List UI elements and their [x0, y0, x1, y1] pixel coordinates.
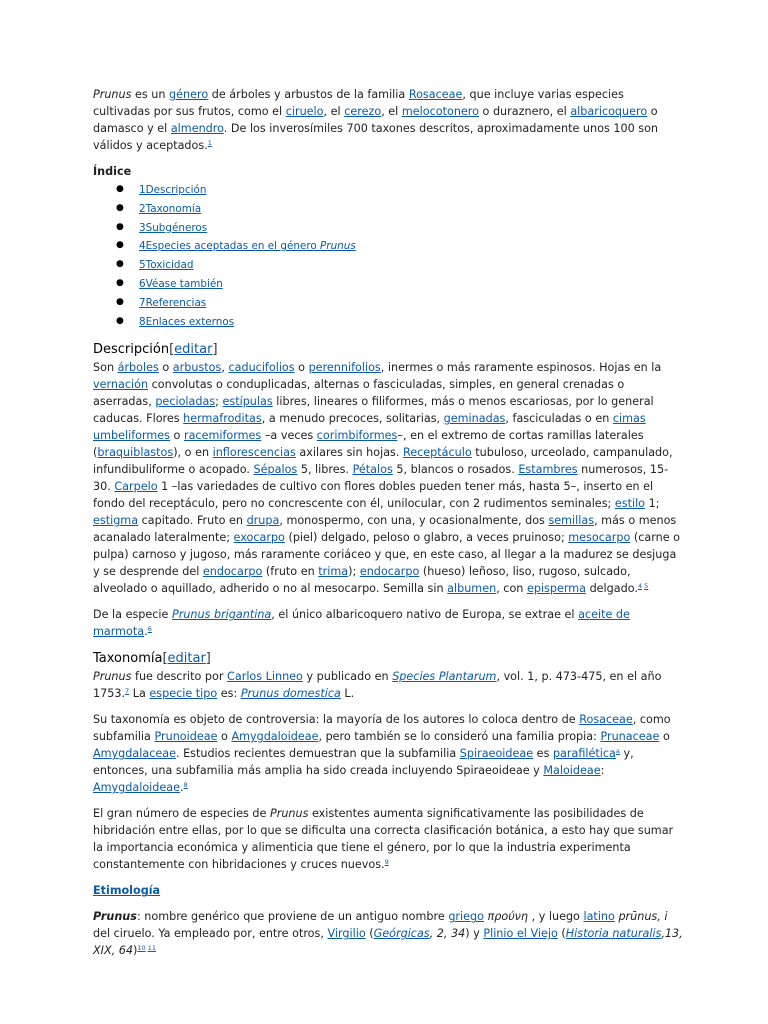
toc-item[interactable]	[93, 237, 683, 256]
link[interactable]: aceite de marmota	[93, 608, 630, 639]
link[interactable]: Prunus domestica	[240, 687, 341, 701]
link[interactable]: estigma	[93, 514, 139, 528]
link[interactable]: inflorescencias	[212, 446, 296, 460]
toc-item[interactable]	[93, 181, 683, 200]
link[interactable]: Virgilio	[327, 927, 366, 941]
text: Prunus	[93, 670, 132, 684]
text: ,	[221, 361, 229, 375]
text: , el	[381, 105, 402, 118]
text: axilares sin hojas.	[295, 446, 403, 460]
link[interactable]: vernación	[93, 378, 149, 392]
heading-text: Taxonomía	[93, 651, 163, 667]
link[interactable]: estípulas	[222, 395, 273, 409]
toc-label: Enlaces externos	[145, 315, 235, 328]
text: , como subfamilia	[93, 713, 671, 744]
text: –, en el extremo de cortas ramillas laterales (	[93, 429, 644, 460]
reference-sup[interactable]	[148, 625, 152, 633]
link[interactable]: Carpelo	[114, 480, 158, 494]
link[interactable]: latino	[583, 910, 615, 924]
text: ) y	[465, 927, 484, 941]
article-content	[93, 86, 683, 968]
intro-paragraph	[93, 86, 683, 154]
text: ), o en	[173, 446, 213, 460]
descripcion-paragraph	[93, 359, 683, 597]
link-genero[interactable]: género	[169, 88, 209, 101]
text: . De los inverosímiles 700 taxones descritos, aproximadamente unos 100 son válidos y aceptados.	[93, 122, 659, 152]
toc-label: Véase también	[145, 277, 223, 290]
link[interactable]: trima	[318, 565, 349, 579]
edit-link[interactable]: editar	[174, 342, 213, 358]
link[interactable]: arbustos	[172, 361, 222, 375]
text: 1 –las variedades de cultivo con flores dobles pueden tener más, hasta 5–, inserto en el fondo del receptáculo, pero no concrescente con él, unilocular, con 2 rudimentos seminales;	[93, 480, 654, 511]
text: , a menudo precoces, solitarias,	[261, 412, 444, 426]
link[interactable]: geminadas	[443, 412, 506, 426]
toc-link-especies[interactable]	[139, 240, 356, 252]
reference-link[interactable]: 11	[147, 944, 156, 953]
text: (fruto en	[262, 565, 319, 579]
text: o	[659, 730, 670, 744]
text: de árboles y arbustos de la familia	[208, 88, 409, 101]
toc-num: 6	[139, 277, 146, 290]
toc-label: Subgéneros	[145, 221, 208, 234]
toc-item[interactable]	[93, 200, 683, 219]
text: :	[600, 764, 605, 778]
link[interactable]: Amygdaloideae	[231, 730, 319, 744]
brigantina-paragraph	[93, 606, 683, 640]
reference-link[interactable]: 4	[637, 582, 643, 591]
toc-item[interactable]	[93, 256, 683, 275]
text: , vol. 1, p. 473-475, en el año 1753.	[93, 670, 662, 701]
link[interactable]: Receptáculo	[403, 446, 472, 460]
link[interactable]: Estambres	[518, 463, 578, 477]
reference-sup[interactable]	[137, 944, 156, 952]
text: o	[158, 361, 173, 375]
text: L.	[340, 687, 355, 701]
text: ,13, XIX, 64	[93, 927, 683, 958]
heading-text: Descripción	[93, 342, 170, 358]
link[interactable]: Prunoideae	[154, 730, 218, 744]
bullet-icon: ●	[116, 277, 124, 288]
text: , pero también se lo consideró una familia propia:	[318, 730, 601, 744]
text: , fasciculadas o en	[505, 412, 613, 426]
text: fue descrito por	[131, 670, 228, 684]
bracket: [	[169, 342, 175, 358]
text: (	[557, 927, 566, 941]
link[interactable]: Species Plantarum	[392, 670, 497, 684]
text: , con	[496, 582, 527, 596]
reference-link[interactable]: 9	[384, 858, 389, 867]
link[interactable]: episperma	[526, 582, 587, 596]
link[interactable]: racemiformes	[183, 429, 262, 443]
toc-label: Taxonomía	[145, 202, 202, 215]
link[interactable]: Sépalos	[253, 463, 298, 477]
link[interactable]: perennifolios	[308, 361, 381, 375]
toc-item[interactable]	[93, 313, 683, 332]
text: o	[170, 429, 184, 443]
bullet-icon: ●	[116, 240, 124, 251]
text: , 2, 34	[429, 927, 466, 941]
link[interactable]: hermafroditas	[183, 412, 262, 426]
link[interactable]: Carlos Linneo	[227, 670, 303, 684]
etimologia-heading[interactable]	[93, 882, 683, 899]
link[interactable]: Prunus brigantina	[171, 608, 272, 622]
reference-link[interactable]: 1	[207, 139, 212, 147]
text: o	[294, 361, 309, 375]
reference-link[interactable]: 8	[183, 781, 188, 790]
text: , monospermo, con una, y ocasionalmente, dos	[279, 514, 549, 528]
text: es	[533, 747, 553, 761]
toc-title: Índice	[93, 165, 132, 178]
text: La	[129, 687, 150, 701]
toc-label: Toxicidad	[145, 259, 194, 272]
toc-label: Referencias	[145, 296, 207, 309]
text: (	[365, 927, 374, 941]
text: numerosos, 15-30.	[93, 463, 669, 494]
link-rosaceae[interactable]: Rosaceae	[408, 88, 463, 101]
link[interactable]: Prunaceae	[600, 730, 660, 744]
text: προύνη	[487, 910, 529, 924]
link[interactable]: Amygdaloideae	[93, 781, 181, 795]
link-cerezo[interactable]: cerezo	[344, 105, 382, 118]
toc-link-taxonomia[interactable]	[139, 203, 201, 215]
text: Prunus	[269, 807, 309, 821]
reference-sup[interactable]	[385, 858, 389, 866]
text: prūnus, i	[618, 910, 668, 924]
toc-label: Descripción	[145, 184, 207, 196]
link[interactable]: drupa	[246, 514, 280, 528]
text: (carne o pulpa) carnoso y jugoso, más raramente coriáceo y que, en este caso, al llegar a la madurez se desjuga y se desprende del	[93, 531, 681, 579]
table-of-contents	[93, 181, 683, 331]
text: : nombre genérico que proviene de un antiguo nombre	[136, 910, 449, 924]
link[interactable]: Historia naturalis	[565, 927, 662, 941]
bracket: [	[162, 651, 168, 667]
toc-num: 8	[139, 315, 146, 328]
text: o duraznero, el	[479, 105, 571, 118]
link[interactable]: corimbiformes	[316, 429, 398, 443]
text: y, entonces, una subfamilia más amplia ha sido creada incluyendo Spiraeoideae y	[93, 747, 634, 778]
text: ;	[215, 395, 223, 409]
text: o	[217, 730, 232, 744]
text: Son	[93, 361, 118, 375]
toc-num: 3	[139, 221, 146, 234]
text: . Estudios recientes demuestran que la subfamilia	[175, 747, 460, 761]
section-heading-taxonomia	[93, 649, 683, 668]
link[interactable]: pecioladas	[155, 395, 216, 409]
toc-link-referencias[interactable]	[139, 297, 206, 309]
link[interactable]: parafilética	[552, 747, 616, 761]
bracket: ]	[205, 651, 211, 667]
etimologia-paragraph	[93, 908, 683, 959]
link[interactable]: árboles	[117, 361, 159, 375]
text: o damasco y el	[93, 105, 658, 135]
toc-item[interactable]	[93, 275, 683, 294]
text: .	[180, 781, 184, 795]
text: capitado. Fruto en	[138, 514, 247, 528]
reference-link[interactable]: 6	[147, 625, 152, 634]
text: 5, libres.	[297, 463, 353, 477]
link[interactable]: exocarpo	[233, 531, 285, 545]
link[interactable]: Plinio el Viejo	[483, 927, 558, 941]
link[interactable]: mesocarpo	[568, 531, 631, 545]
text: 5, blancos o rosados.	[392, 463, 519, 477]
toc-label-italic: Prunus	[320, 240, 356, 253]
text: Prunus	[93, 910, 137, 924]
link[interactable]: Rosaceae	[579, 713, 633, 727]
bullet-icon: ●	[116, 202, 124, 213]
toc-num: 2	[139, 202, 146, 215]
text: )	[132, 944, 138, 958]
toc-link-vease[interactable]	[139, 278, 223, 290]
text: .	[144, 625, 148, 639]
link[interactable]: estilo	[614, 497, 646, 511]
text: del ciruelo. Ya empleado por, entre otros,	[93, 927, 328, 941]
text: libres, lineares o filiformes, más o menos escariosas, por lo general caducas. Flores	[93, 395, 654, 426]
link[interactable]: cimas	[612, 412, 646, 426]
link[interactable]: umbeliformes	[93, 429, 170, 443]
link[interactable]: semillas	[548, 514, 595, 528]
toc-link-subgeneros[interactable]	[139, 222, 207, 234]
text: convolutas o conduplicadas, alternas o fasciculadas, simples, en general crenadas o aserradas,	[93, 378, 625, 409]
text: –a veces	[261, 429, 317, 443]
toc-item[interactable]	[93, 219, 683, 238]
link[interactable]: endocarpo	[202, 565, 263, 579]
etimologia-link[interactable]: Etimología	[93, 884, 161, 898]
taxonomia-paragraph-1	[93, 668, 683, 702]
text: , el	[323, 105, 345, 118]
reference-sup[interactable]	[208, 139, 212, 147]
text: Su taxonomía es objeto de controversia: la mayoría de los autores lo coloca dentro de	[93, 713, 580, 727]
link-melocotonero[interactable]: melocotonero	[401, 105, 479, 118]
link[interactable]: griego	[448, 910, 484, 924]
text: , el único albaricoquero nativo de Europa, se extrae el	[271, 608, 579, 622]
bullet-icon: ●	[116, 259, 124, 270]
text: (piel) delgado, peloso o glabro, a veces pruinoso;	[284, 531, 569, 545]
text: es:	[217, 687, 241, 701]
bullet-icon: ●	[116, 221, 124, 232]
toc-link-toxicidad[interactable]	[139, 259, 193, 271]
text: , inermes o más raramente espinosos. Hojas en la	[380, 361, 662, 375]
toc-link-descripcion[interactable]	[139, 184, 206, 196]
link-albaricoquero[interactable]: albaricoquero	[570, 105, 648, 118]
link[interactable]: Pétalos	[352, 463, 393, 477]
link[interactable]: Amygdalaceae	[93, 747, 176, 761]
link[interactable]: albumen	[447, 582, 497, 596]
text: es un	[131, 88, 170, 101]
link[interactable]: Spiraeoideae	[459, 747, 534, 761]
reference-sup[interactable]	[638, 582, 648, 590]
genus-name: Prunus	[93, 88, 132, 101]
text: , que incluye varias especies cultivadas por sus frutos, como el	[93, 88, 624, 118]
bullet-icon: ●	[116, 315, 124, 326]
reference-link[interactable]: a	[615, 747, 620, 756]
toc-num: 5	[139, 259, 146, 272]
link[interactable]: endocarpo	[359, 565, 420, 579]
reference-sup[interactable]	[184, 781, 188, 789]
text: existentes aumenta significativamente las posibilidades de hibridación entre ellas, por lo que se dificulta una correcta clasificación botánica, a esto hay que sumar la importancia económica y alimenticia que tiene el género, por lo que la industria experimenta constantemente con hibridaciones y cruces nuevos.	[93, 807, 674, 872]
text: De la especie	[93, 608, 172, 622]
toc-link-enlaces[interactable]	[139, 316, 234, 328]
link[interactable]: Geórgicas	[373, 927, 430, 941]
text: El gran número de especies de	[93, 807, 270, 821]
toc-num: 4	[139, 240, 146, 253]
link[interactable]: Maloideae	[543, 764, 601, 778]
text: );	[348, 565, 360, 579]
toc-num: 1	[139, 184, 146, 196]
taxonomia-paragraph-3	[93, 805, 683, 873]
toc-num: 7	[139, 296, 146, 309]
bullet-icon: ●	[116, 296, 124, 307]
bracket: ]	[212, 342, 218, 358]
text: 1;	[645, 497, 660, 511]
toc-label: Especies aceptadas en el género	[145, 240, 321, 253]
toc-item[interactable]	[93, 294, 683, 313]
text: y publicado en	[302, 670, 393, 684]
link-almendro[interactable]: almendro	[170, 122, 224, 135]
section-heading-descripcion	[93, 340, 683, 359]
text: , y luego	[528, 910, 584, 924]
edit-link[interactable]: editar	[167, 651, 206, 667]
link[interactable]: especie tipo	[149, 687, 218, 701]
text: , más o menos acanalado lateralmente;	[93, 514, 677, 545]
text: delgado.	[586, 582, 638, 596]
text: tubuloso, urceolado, campanulado, infundibuliforme o acopado.	[93, 446, 673, 477]
reference-link[interactable]: 10	[137, 944, 146, 953]
link[interactable]: braquiblastos	[97, 446, 174, 460]
link[interactable]: caducifolios	[228, 361, 295, 375]
text: (hueso) leñoso, liso, rugoso, sulcado, alveolado o aquillado, adherido o no al mesocarpo. Semilla sin	[93, 565, 631, 596]
reference-link[interactable]: 7	[125, 687, 130, 696]
reference-link[interactable]: 5	[644, 582, 649, 591]
link-ciruelo[interactable]: ciruelo	[285, 105, 324, 118]
taxonomia-paragraph-2	[93, 711, 683, 796]
bullet-icon: ●	[116, 184, 124, 194]
